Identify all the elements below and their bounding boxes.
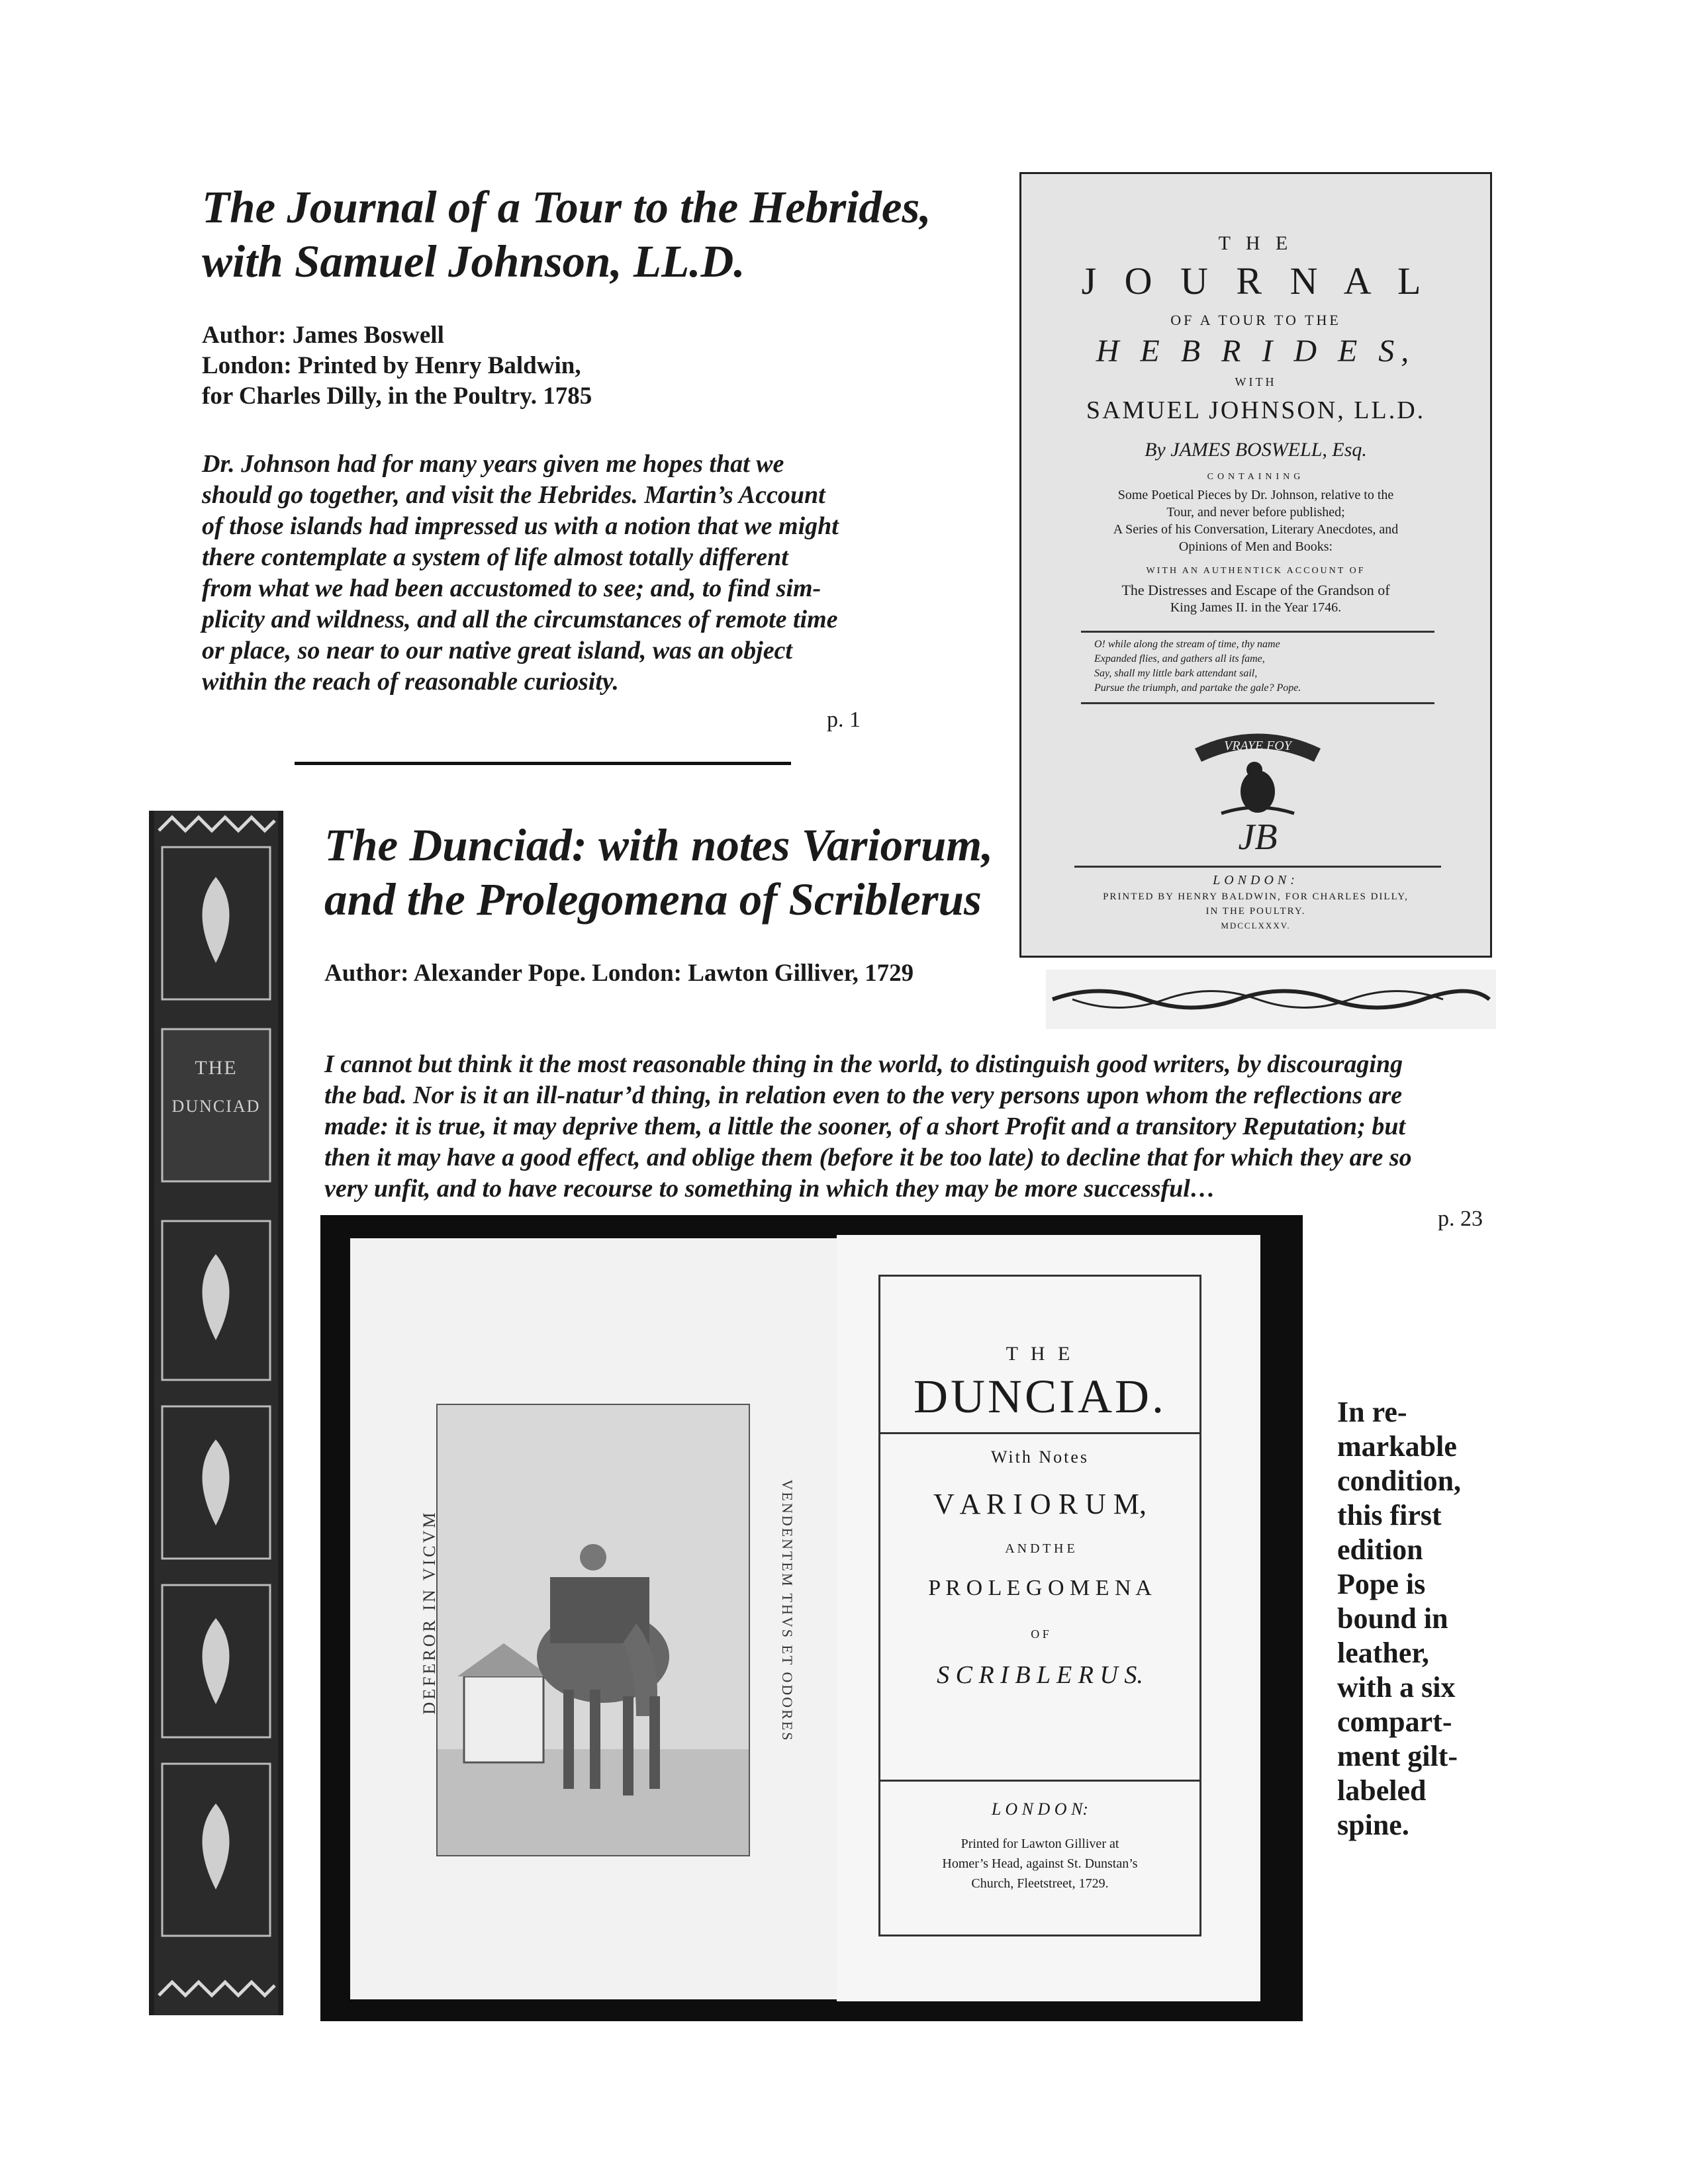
publisher-line: London: Printed by Henry Baldwin, <box>202 352 581 379</box>
frontispiece-engraving <box>436 1404 750 1856</box>
title-line: The Dunciad: with notes Variorum, <box>324 820 994 870</box>
side-note-line: labeled <box>1337 1774 1427 1807</box>
crest-motto: VRAYE FOY <box>1224 739 1291 753</box>
tp2-printed-line: Church, Fleetstreet, 1729. <box>971 1876 1109 1891</box>
dunciad-title-page <box>837 1235 1260 2001</box>
frontispiece-caption-left: DEFEROR IN VICVM <box>420 1510 439 1715</box>
tp2-of: O F <box>1031 1627 1049 1641</box>
tp-printed-line: PRINTED BY HENRY BALDWIN, FOR CHARLES DILLY, <box>1103 891 1409 902</box>
side-note <box>1337 1395 1496 1843</box>
bibliographic-info <box>202 320 983 412</box>
side-note-line: compart- <box>1337 1706 1452 1738</box>
donkey-engraving-icon <box>438 1405 749 1855</box>
quote-line: then it may have a good effect, and oblige them (before it be too late) to decline that for which they are so <box>324 1144 1412 1171</box>
spine-label-line: DUNCIAD <box>171 1097 261 1116</box>
tp-printed-line: IN THE POULTRY. <box>1205 906 1306 917</box>
quote-line: made: it is true, it may deprive them, a little the sooner, of a short Profit and a transitory Reputation; but <box>324 1113 1406 1140</box>
side-note-line: markable <box>1337 1430 1457 1463</box>
tp2-prolegomena: P R O L E G O M E N A <box>928 1576 1152 1600</box>
verse-line: O! while along the stream of time, thy name <box>1094 639 1280 650</box>
title-line: with Samuel Johnson, LL.D. <box>202 236 745 287</box>
book-title-boswell <box>202 180 983 289</box>
tp-distresses-line: The Distresses and Escape of the Grandson of <box>1121 582 1390 598</box>
tp-rule <box>1081 631 1434 633</box>
spine-tooling-icon <box>149 811 283 2015</box>
section1-block <box>202 180 983 698</box>
side-note-line: this first <box>1337 1499 1442 1531</box>
quote-line: very unfit, and to have recourse to something in which they may be more successful… <box>324 1175 1215 1203</box>
tp-rule <box>1081 702 1434 704</box>
excerpt-quote <box>202 449 983 698</box>
quote-line: I cannot but think it the most reasonable thing in the world, to distinguish good writers, by discouraging <box>324 1050 1403 1078</box>
tp2-rule <box>880 1780 1199 1782</box>
quote-line: of those islands had impressed us with a notion that we might <box>202 512 839 540</box>
tp-content-line: A Series of his Conversation, Literary Anecdotes, and <box>1113 522 1399 537</box>
frontispiece-page <box>350 1238 837 1999</box>
side-note-line: with a six <box>1337 1671 1456 1704</box>
side-note-line: leather, <box>1337 1637 1429 1669</box>
side-note-line: In re- <box>1337 1396 1407 1428</box>
tp-of-a-tour: OF A TOUR TO THE <box>1170 312 1341 328</box>
quote-line: should go together, and visit the Hebrides. Martin’s Account <box>202 481 825 509</box>
quote-line: within the reach of reasonable curiosity. <box>202 668 619 696</box>
tp-printed-line: MDCCLXXXV. <box>1221 921 1291 931</box>
section2-block <box>324 818 1317 989</box>
book-title-dunciad <box>324 818 1317 927</box>
tp2-dunciad: DUNCIAD. <box>914 1370 1166 1423</box>
excerpt-quote <box>324 1049 1529 1205</box>
quote-line: the bad. Nor is it an ill-natur’d thing, in relation even to the very persons upon whom the reflections are <box>324 1081 1403 1109</box>
tp-samuel: SAMUEL JOHNSON, LL.D. <box>1086 396 1426 424</box>
author-line: Author: Alexander Pope. London: Lawton Gilliver, 1729 <box>324 960 914 987</box>
spine-label <box>154 1049 278 1126</box>
tp-london: LONDON: <box>1213 873 1299 887</box>
tp2-printed-line: Homer’s Head, against St. Dunstan’s <box>942 1856 1138 1871</box>
side-note-line: edition <box>1337 1533 1423 1566</box>
title-line: and the Prolegomena of Scriblerus <box>324 874 982 925</box>
tp2-and-the: A N D T H E <box>1005 1541 1075 1556</box>
monogram: JB <box>1238 817 1278 854</box>
title-page-frame <box>878 1275 1201 1936</box>
side-note-line: Pope is <box>1337 1568 1426 1600</box>
tp-distresses-line: King James II. in the Year 1746. <box>1170 600 1342 615</box>
dunciad-open-book-photo <box>320 1215 1303 2021</box>
tp-content-line: Some Poetical Pieces by Dr. Johnson, relative to the <box>1117 488 1394 502</box>
side-note-line: condition, <box>1337 1465 1462 1497</box>
quote-line: or place, so near to our native great island, was an object <box>202 637 792 664</box>
verse-line: Say, shall my little bark attendant sail, <box>1094 668 1258 679</box>
verse-line: Expanded flies, and gathers all its fame, <box>1094 653 1265 664</box>
tp2-with-notes: With Notes <box>990 1447 1090 1467</box>
tp2-the: T H E <box>1006 1343 1074 1365</box>
page-reference: p. 1 <box>827 707 861 732</box>
verse-line: Pursue the triumph, and partake the gale? Pope. <box>1094 682 1301 694</box>
side-note-line: bound in <box>1337 1602 1448 1635</box>
tp-with-account: WITH AN AUTHENTICK ACCOUNT OF <box>1146 566 1366 576</box>
title-line: The Journal of a Tour to the Hebrides, <box>202 182 931 232</box>
tp2-london: L O N D O N: <box>991 1799 1089 1819</box>
tp2-rule <box>880 1432 1199 1434</box>
quote-line: Dr. Johnson had for many years given me hopes that we <box>202 450 784 478</box>
tp2-variorum: V A R I O R U M, <box>933 1488 1147 1520</box>
tp-verse <box>1094 637 1438 696</box>
page-reference: p. 23 <box>1438 1206 1483 1231</box>
frontispiece-caption-right: VENDENTEM THVS ET ODORES <box>779 1479 796 1743</box>
author-line: Author: James Boswell <box>202 322 444 349</box>
tp-with: WITH <box>1235 375 1277 388</box>
publisher-line: for Charles Dilly, in the Poultry. 1785 <box>202 383 592 410</box>
tp-by: By JAMES BOSWELL, Esq. <box>1145 439 1367 461</box>
dunciad-spine-image <box>149 811 283 2015</box>
tp2-printed-line: Printed for Lawton Gilliver at <box>961 1837 1119 1851</box>
tp-content-line: Tour, and never before published; <box>1166 505 1345 520</box>
side-note-line: ment gilt- <box>1337 1740 1458 1772</box>
side-note-line: spine. <box>1337 1809 1409 1841</box>
tp2-scriblerus: S C R I B L E R U S. <box>937 1661 1143 1689</box>
tp-containing: CONTAINING <box>1207 472 1305 482</box>
quote-line: plicity and wildness, and all the circumstances of remote time <box>202 606 838 633</box>
tp-content-line: Opinions of Men and Books: <box>1178 539 1333 554</box>
tp-the: T H E <box>1218 232 1293 254</box>
tp-hebrides: H E B R I D E S, <box>1096 334 1416 369</box>
section-divider <box>295 762 791 765</box>
quote-line: from what we had been accustomed to see; and, to find sim- <box>202 574 821 602</box>
spine-label-line: THE <box>195 1057 238 1079</box>
quote-line: there contemplate a system of life almost totally different <box>202 543 788 571</box>
tp-journal: J O U R N A L <box>1081 259 1430 302</box>
